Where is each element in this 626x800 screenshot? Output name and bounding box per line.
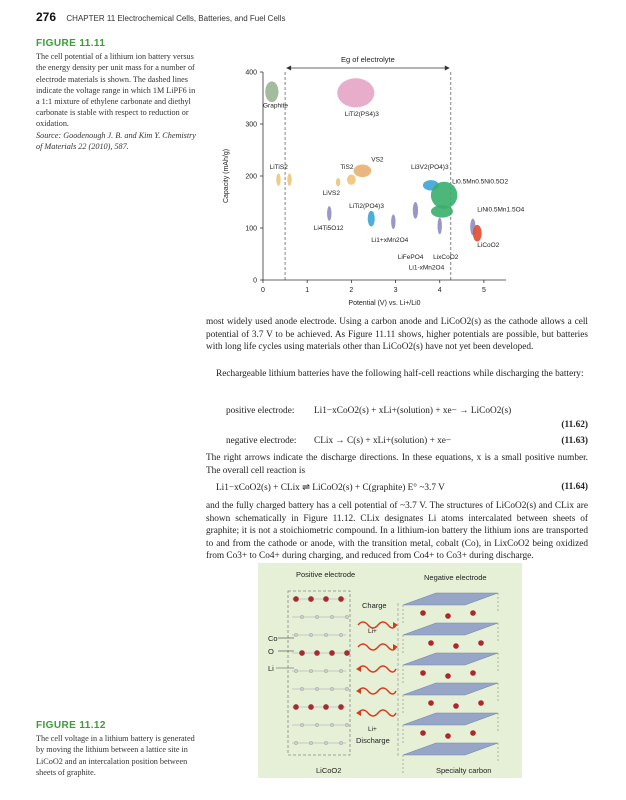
negative-electrode-label: Negative electrode <box>424 573 487 582</box>
data-point-litis2 <box>276 173 280 185</box>
intercalated-li-atom <box>445 613 451 619</box>
material-label: Li0.5Mn0.5Ni0.5O2 <box>452 178 509 186</box>
y-tick-label: 100 <box>245 225 257 233</box>
x-tick-label: 4 <box>437 287 442 294</box>
co-o-atom <box>330 615 334 619</box>
co-o-atom <box>345 687 349 691</box>
discharge-label: Discharge <box>356 736 390 745</box>
chart-title: Eg of electrolyte <box>341 55 395 64</box>
data-point-tis2 <box>347 174 356 184</box>
data-point-li0-5mn0-5ni0-5o2 <box>431 182 458 209</box>
arrowhead-left <box>286 66 291 71</box>
li-atom <box>308 596 314 602</box>
li-atom <box>323 704 329 710</box>
co-o-atom <box>315 615 319 619</box>
equation-label: positive electrode: <box>226 406 295 416</box>
caption-source: Source: Goodenough J. B. and Kim Y. Chemistry of Materials 22 (2010), 587. <box>36 130 196 151</box>
co-o-atom <box>339 741 343 745</box>
paragraph-text: and the fully charged battery has a cell potential of ~3.7 V. The structures of LiCoO2(s) and CLix are shown schematically in Figure 11.12. CLix designates Li atoms intercalated between sheets of graphite; it is not a stoichiometric compound. In a lithium-ion battery the lithium ions are transported to and from the cathode or anode, with the transition metal, cobalt (Co), in LixCoO2 being oxidized from Co3+ to Co4+ during charging, and reduced from Co4+ to Co3+ during discharge. <box>206 501 588 562</box>
co-o-atom <box>300 723 304 727</box>
intercalated-li-atom <box>478 700 484 706</box>
material-label: VS2 <box>371 156 384 164</box>
paragraph-3 <box>206 452 588 477</box>
co-o-atom <box>309 633 313 637</box>
co-o-atom <box>294 633 298 637</box>
data-point-lixcoo2 <box>438 218 442 235</box>
equation-label: negative electrode: <box>226 436 297 446</box>
y-tick-label: 400 <box>245 69 257 77</box>
material-label: Graphite <box>263 102 288 110</box>
x-tick-label: 1 <box>305 287 310 294</box>
y-tick-label: 300 <box>245 121 257 129</box>
li-atom <box>293 704 299 710</box>
material-label: LiTi2(PO4)3 <box>349 203 384 211</box>
y-tick-label: 0 <box>253 277 257 285</box>
material-label: LiTiS2 <box>269 164 288 172</box>
x-axis-label: Potential (V) vs. Li+/Li0 <box>348 300 421 307</box>
li-atom <box>299 650 305 656</box>
material-label: LiVS2 <box>322 190 341 198</box>
intercalated-li-atom <box>453 703 459 709</box>
page-number: 276 <box>36 10 57 24</box>
material-label: LiNi0.5Mn1.5O4 <box>477 206 525 214</box>
data-point-li1-xmn2o4 <box>391 214 395 229</box>
intercalated-li-atom <box>445 673 451 679</box>
co-o-atom <box>294 741 298 745</box>
x-tick-label: 2 <box>349 287 354 294</box>
co-o-atom <box>315 687 319 691</box>
paragraph-text: most widely used anode electrode. Using a carbon anode and LiCoO2(s) as the cathode allows a cell potential of 3.7 V to be achieved. As Figure 11.11 shows, higher potentials are possible, but batteries with long life cycles using materials other than LiCoO2(s) have not yet been developed. <box>206 317 588 353</box>
arrowhead-right <box>445 66 450 71</box>
equation-body: Li1−xCoO2(s) + CLix ⇌ LiCoO2(s) + C(graphite) E° ~3.7 V <box>216 483 445 493</box>
data-point-litis2-b <box>287 173 291 185</box>
intercalated-li-atom <box>420 670 426 676</box>
equation-number: (11.63) <box>561 436 588 446</box>
data-point-licoo2 <box>473 225 482 242</box>
figure-11-11-caption <box>36 38 198 152</box>
equation-number: (11.62) <box>561 420 588 430</box>
data-point-vs2 <box>354 165 372 177</box>
data-point-liti2-po4-3 <box>368 211 375 227</box>
x-tick-label: 0 <box>261 287 265 294</box>
positive-electrode-label: Positive electrode <box>296 570 356 579</box>
x-tick-label: 3 <box>393 287 398 294</box>
equation-body: CLix → C(s) + xLi+(solution) + xe− <box>314 436 452 446</box>
intercalated-li-atom <box>478 640 484 646</box>
li-atom <box>329 650 335 656</box>
intercalated-li-atom <box>470 670 476 676</box>
data-point-liti2-ps4-3 <box>337 78 374 107</box>
intercalated-li-atom <box>470 730 476 736</box>
equation-body: Li1−xCoO2(s) + xLi+(solution) + xe− → LiCoO2(s) <box>314 406 512 416</box>
li-atom <box>308 704 314 710</box>
paragraph-2 <box>206 368 588 381</box>
paragraph-text: The right arrows indicate the discharge directions. In these equations, x is a small positive number. The overall cell reaction is <box>206 453 588 476</box>
material-label: TiS2 <box>340 164 354 172</box>
paragraph-text: Rechargeable lithium batteries have the following half-cell reactions while discharging the battery: <box>216 369 584 379</box>
material-label: LiCoO2 <box>477 242 500 250</box>
paragraph-4 <box>206 500 588 563</box>
figure-label: FIGURE 11.11 <box>36 38 106 49</box>
co-o-atom <box>345 723 349 727</box>
material-label: LixCoO2 <box>433 254 459 262</box>
intercalated-li-atom <box>428 640 434 646</box>
data-point-livs2 <box>336 178 340 186</box>
data-point-lixmn2o4 <box>431 205 453 217</box>
data-point-graphite <box>265 81 278 102</box>
material-label: Li4Ti5O12 <box>313 225 344 233</box>
co-o-atom <box>324 633 328 637</box>
co-o-atom <box>309 741 313 745</box>
figure-11-12-caption <box>36 720 198 778</box>
lithium-battery-diagram <box>258 563 522 778</box>
co-o-atom <box>300 615 304 619</box>
x-tick-label: 5 <box>481 287 486 294</box>
co-o-atom <box>330 723 334 727</box>
specialty-carbon-label: Specialty carbon <box>436 766 492 775</box>
co-o-atom <box>339 633 343 637</box>
intercalated-li-atom <box>420 610 426 616</box>
caption-text: The cell voltage in a lithium battery is generated by moving the lithium between a lattice site in LiCoO2 and an intercalation position between sheets of graphite. <box>36 734 195 777</box>
licoo2-label: LiCoO2 <box>316 766 342 775</box>
intercalated-li-atom <box>453 643 459 649</box>
intercalated-li-atom <box>445 733 451 739</box>
intercalated-li-atom <box>470 610 476 616</box>
co-o-atom <box>315 723 319 727</box>
data-point-lifepo4 <box>413 202 418 219</box>
material-label: Li1-xMn2O4 <box>408 264 445 272</box>
co-o-atom <box>345 615 349 619</box>
figure-label: FIGURE 11.12 <box>36 720 106 731</box>
li-atom <box>344 650 350 656</box>
material-label: LiFePO4 <box>397 254 424 262</box>
li-atom <box>323 596 329 602</box>
caption-text: The cell potential of a lithium ion battery versus the energy density per unit mass for a number of electrode materials is shown. The dashed lines indicate the voltage range in which 1M LiPF6 in a 1:1 mixture of ethylene carbonate and diethyl carbonate is stable with respect to reduction or oxidation. <box>36 52 196 129</box>
chapter-title: CHAPTER 11 Electrochemical Cells, Batteries, and Fuel Cells <box>66 14 286 23</box>
data-point-li4ti5o12 <box>327 206 331 221</box>
co-o-atom <box>309 669 313 673</box>
intercalated-li-atom <box>428 700 434 706</box>
co-o-atom <box>294 669 298 673</box>
paragraph-1 <box>206 316 588 354</box>
co-o-atom <box>339 669 343 673</box>
o-label: O <box>268 647 274 656</box>
capacity-potential-chart <box>206 46 525 316</box>
running-header <box>36 10 285 24</box>
co-label: Co <box>268 634 278 643</box>
y-tick-label: 200 <box>245 173 257 181</box>
material-label: Li1+xMn2O4 <box>371 237 409 245</box>
li-atom <box>314 650 320 656</box>
y-axis-label: Capacity (mAh/g) <box>223 148 230 204</box>
li-atom <box>293 596 299 602</box>
material-label: Li3V2(PO4)3 <box>411 164 449 172</box>
co-o-atom <box>330 687 334 691</box>
charge-label: Charge <box>362 601 387 610</box>
intercalated-li-atom <box>420 730 426 736</box>
li-label: Li <box>268 664 274 673</box>
li-atom <box>338 704 344 710</box>
li-ion-label-top: Li+ <box>368 628 377 635</box>
li-atom <box>338 596 344 602</box>
co-o-atom <box>300 687 304 691</box>
equation-number: (11.64) <box>561 482 588 492</box>
co-o-atom <box>324 741 328 745</box>
li-ion-label-bottom: Li+ <box>368 726 377 733</box>
material-label: LiTi2(PS4)3 <box>344 111 379 119</box>
co-o-atom <box>324 669 328 673</box>
